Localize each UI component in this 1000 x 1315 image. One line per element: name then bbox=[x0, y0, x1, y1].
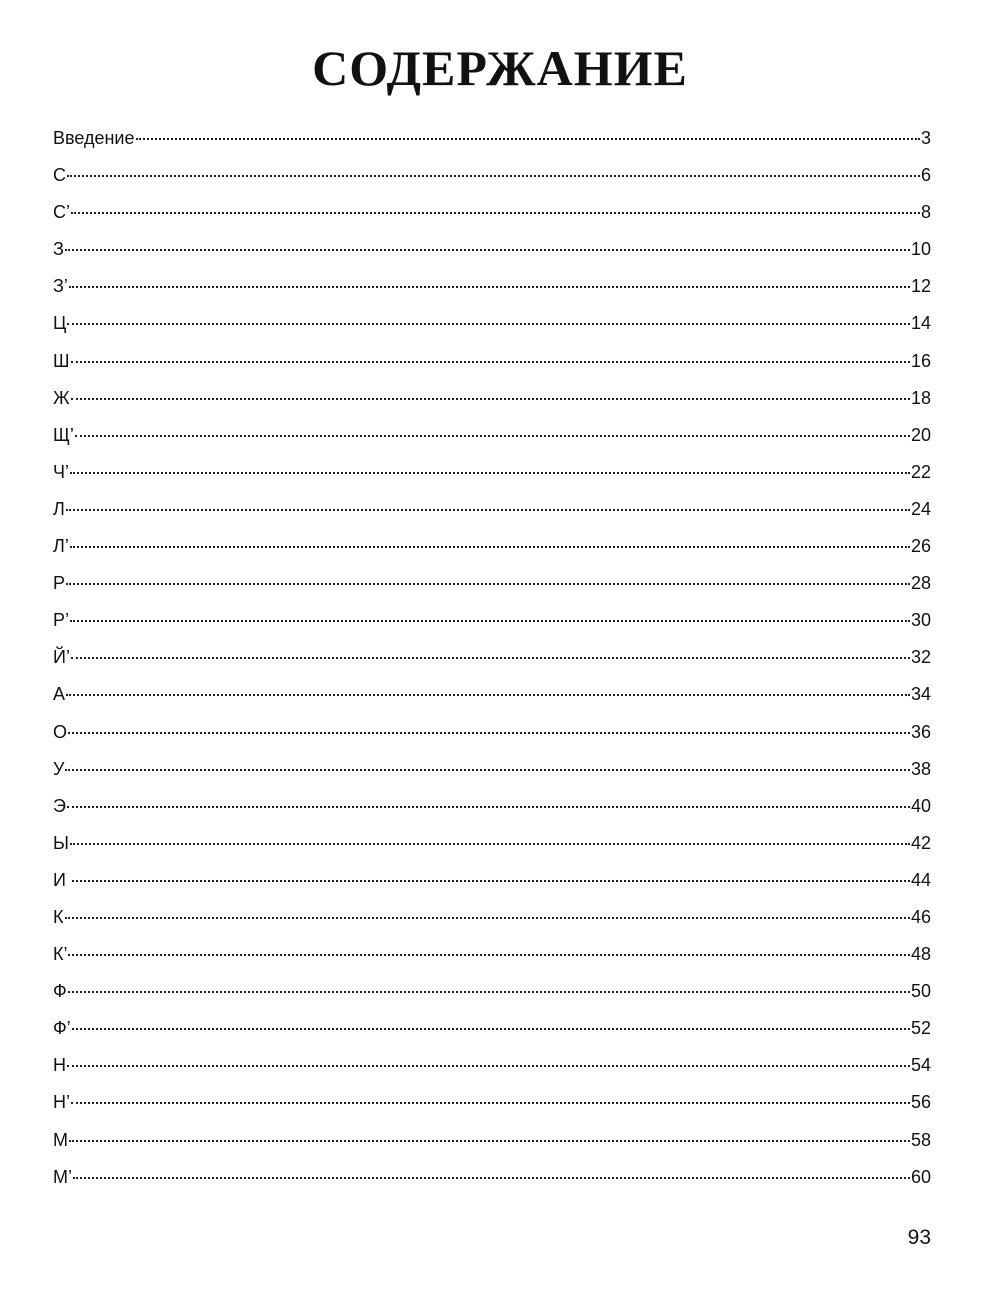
dot-leader bbox=[70, 546, 910, 548]
toc-entry-label: Ж bbox=[53, 387, 70, 408]
dot-leader bbox=[71, 1102, 910, 1104]
toc-entry-page: 20 bbox=[910, 424, 931, 445]
toc-entry[interactable] bbox=[53, 1014, 931, 1051]
toc-entry-label: О bbox=[53, 721, 68, 742]
toc-entry-page: 32 bbox=[910, 647, 931, 668]
page-number: 93 bbox=[907, 1226, 931, 1249]
toc-entry-label: Ш bbox=[53, 350, 70, 371]
dot-leader bbox=[66, 583, 910, 585]
toc-entry-label: А bbox=[53, 684, 66, 705]
toc-entry-page: 42 bbox=[910, 832, 931, 853]
toc-entry-label: У bbox=[53, 758, 65, 779]
toc-entry[interactable] bbox=[53, 940, 931, 977]
toc-entry[interactable] bbox=[53, 495, 931, 532]
dot-leader bbox=[69, 286, 910, 288]
toc-entry-label: Введение bbox=[53, 128, 135, 148]
dot-leader bbox=[75, 435, 910, 437]
dot-leader bbox=[68, 954, 909, 956]
toc-entry-label: Н’ bbox=[53, 1092, 70, 1113]
toc-entry-page: 24 bbox=[910, 498, 931, 519]
toc-entry-page: 48 bbox=[910, 944, 931, 965]
dot-leader bbox=[68, 732, 910, 734]
toc-entry-label: К bbox=[53, 906, 64, 927]
toc-entry[interactable] bbox=[53, 272, 931, 309]
toc-entry-label: Л’ bbox=[53, 536, 69, 557]
toc-entry-label: К’ bbox=[53, 944, 68, 965]
toc-entry[interactable] bbox=[53, 235, 931, 272]
toc-entry-label: М’ bbox=[53, 1166, 72, 1187]
toc-entry-page: 12 bbox=[910, 276, 931, 297]
toc-entry[interactable] bbox=[53, 309, 931, 346]
toc-entry[interactable] bbox=[53, 643, 931, 680]
toc-entry-label: Ф’ bbox=[53, 1018, 71, 1039]
dot-leader bbox=[69, 1140, 910, 1142]
toc-entry[interactable] bbox=[53, 1051, 931, 1088]
toc-entry[interactable] bbox=[53, 124, 931, 161]
toc-entry-page: 60 bbox=[910, 1166, 931, 1187]
toc-entry-label: С bbox=[53, 165, 66, 186]
toc-entry-label: Ц bbox=[53, 313, 67, 334]
toc-entry[interactable] bbox=[53, 606, 931, 643]
dot-leader bbox=[65, 917, 910, 919]
dot-leader bbox=[67, 175, 920, 177]
toc-entry-page: 40 bbox=[910, 795, 931, 816]
dot-leader bbox=[66, 694, 910, 696]
toc-entry-page: 58 bbox=[910, 1129, 931, 1150]
page-title: СОДЕРЖАНИЕ bbox=[312, 40, 688, 96]
toc-entry-label: Э bbox=[53, 795, 66, 816]
toc-entry-label: Ч’ bbox=[53, 461, 69, 482]
toc-entry-page: 38 bbox=[910, 758, 931, 779]
toc-entry[interactable] bbox=[53, 458, 931, 495]
toc-entry[interactable] bbox=[53, 792, 931, 829]
toc-entry-label: М bbox=[53, 1129, 68, 1150]
dot-leader bbox=[67, 806, 910, 808]
toc-entry[interactable] bbox=[53, 1163, 931, 1200]
toc-entry-page: 30 bbox=[910, 610, 931, 631]
dot-leader bbox=[72, 880, 910, 882]
toc-entry[interactable] bbox=[53, 421, 931, 458]
toc-entry-label: З bbox=[53, 239, 64, 260]
toc-entry[interactable] bbox=[53, 532, 931, 569]
dot-leader bbox=[68, 991, 910, 993]
toc-entry-page: 34 bbox=[910, 684, 931, 705]
toc-entry-page: 22 bbox=[910, 461, 931, 482]
toc-entry[interactable] bbox=[53, 866, 931, 903]
dot-leader bbox=[136, 138, 920, 140]
toc-entry-page: 54 bbox=[910, 1055, 931, 1076]
toc-entry-page: 8 bbox=[920, 202, 931, 223]
dot-leader bbox=[71, 398, 910, 400]
toc-entry-label: Щ’ bbox=[53, 424, 74, 445]
toc-entry-page: 28 bbox=[910, 573, 931, 594]
toc-entry-page: 6 bbox=[920, 165, 931, 186]
dot-leader bbox=[67, 1065, 910, 1067]
toc-entry[interactable] bbox=[53, 755, 931, 792]
toc-entry-label: Н bbox=[53, 1055, 66, 1076]
toc-entry[interactable] bbox=[53, 198, 931, 235]
dot-leader bbox=[71, 212, 920, 214]
toc-entry[interactable] bbox=[53, 829, 931, 866]
dot-leader bbox=[66, 509, 910, 511]
toc-entry-page: 50 bbox=[910, 981, 931, 1002]
dot-leader bbox=[70, 620, 910, 622]
toc-entry-label: Й’ bbox=[53, 647, 70, 668]
toc-entry-label: Р bbox=[53, 573, 66, 594]
toc-entry-page: 14 bbox=[910, 313, 931, 334]
toc-entry[interactable] bbox=[53, 903, 931, 940]
toc-entry-page: 3 bbox=[920, 128, 931, 148]
dot-leader bbox=[70, 472, 910, 474]
toc-entry[interactable] bbox=[53, 347, 931, 384]
toc-entry-page: 52 bbox=[910, 1018, 931, 1039]
toc-entry-page: 18 bbox=[910, 387, 931, 408]
dot-leader bbox=[65, 249, 910, 251]
toc-entry-page: 10 bbox=[910, 239, 931, 260]
toc-entry[interactable] bbox=[53, 384, 931, 421]
toc-entry-page: 44 bbox=[910, 869, 931, 890]
toc-entry-page: 36 bbox=[910, 721, 931, 742]
toc-entry-label: Р’ bbox=[53, 610, 70, 631]
toc-entry[interactable] bbox=[53, 680, 931, 717]
toc-entry-label: С’ bbox=[53, 202, 70, 223]
toc-entry-page: 16 bbox=[910, 350, 931, 371]
toc-entry-label: Л bbox=[53, 498, 65, 519]
toc-entry[interactable] bbox=[53, 1088, 931, 1125]
dot-leader bbox=[73, 1177, 910, 1179]
toc-entry[interactable] bbox=[53, 1126, 931, 1163]
toc-entry[interactable] bbox=[53, 977, 931, 1014]
dot-leader bbox=[65, 769, 910, 771]
dot-leader bbox=[67, 323, 910, 325]
toc-entry[interactable] bbox=[53, 569, 931, 606]
dot-leader bbox=[71, 361, 910, 363]
dot-leader bbox=[70, 843, 910, 845]
toc-entry-label: Ф bbox=[53, 981, 67, 1002]
toc-entry[interactable] bbox=[53, 161, 931, 198]
table-of-contents bbox=[53, 124, 931, 1200]
dot-leader bbox=[72, 1028, 910, 1030]
dot-leader bbox=[71, 657, 910, 659]
toc-entry-page: 26 bbox=[910, 536, 931, 557]
toc-entry-label: И bbox=[53, 869, 71, 890]
toc-entry[interactable] bbox=[53, 718, 931, 755]
toc-entry-page: 56 bbox=[910, 1092, 931, 1113]
toc-entry-label: З’ bbox=[53, 276, 68, 297]
toc-entry-label: Ы bbox=[53, 832, 69, 853]
toc-entry-page: 46 bbox=[910, 906, 931, 927]
